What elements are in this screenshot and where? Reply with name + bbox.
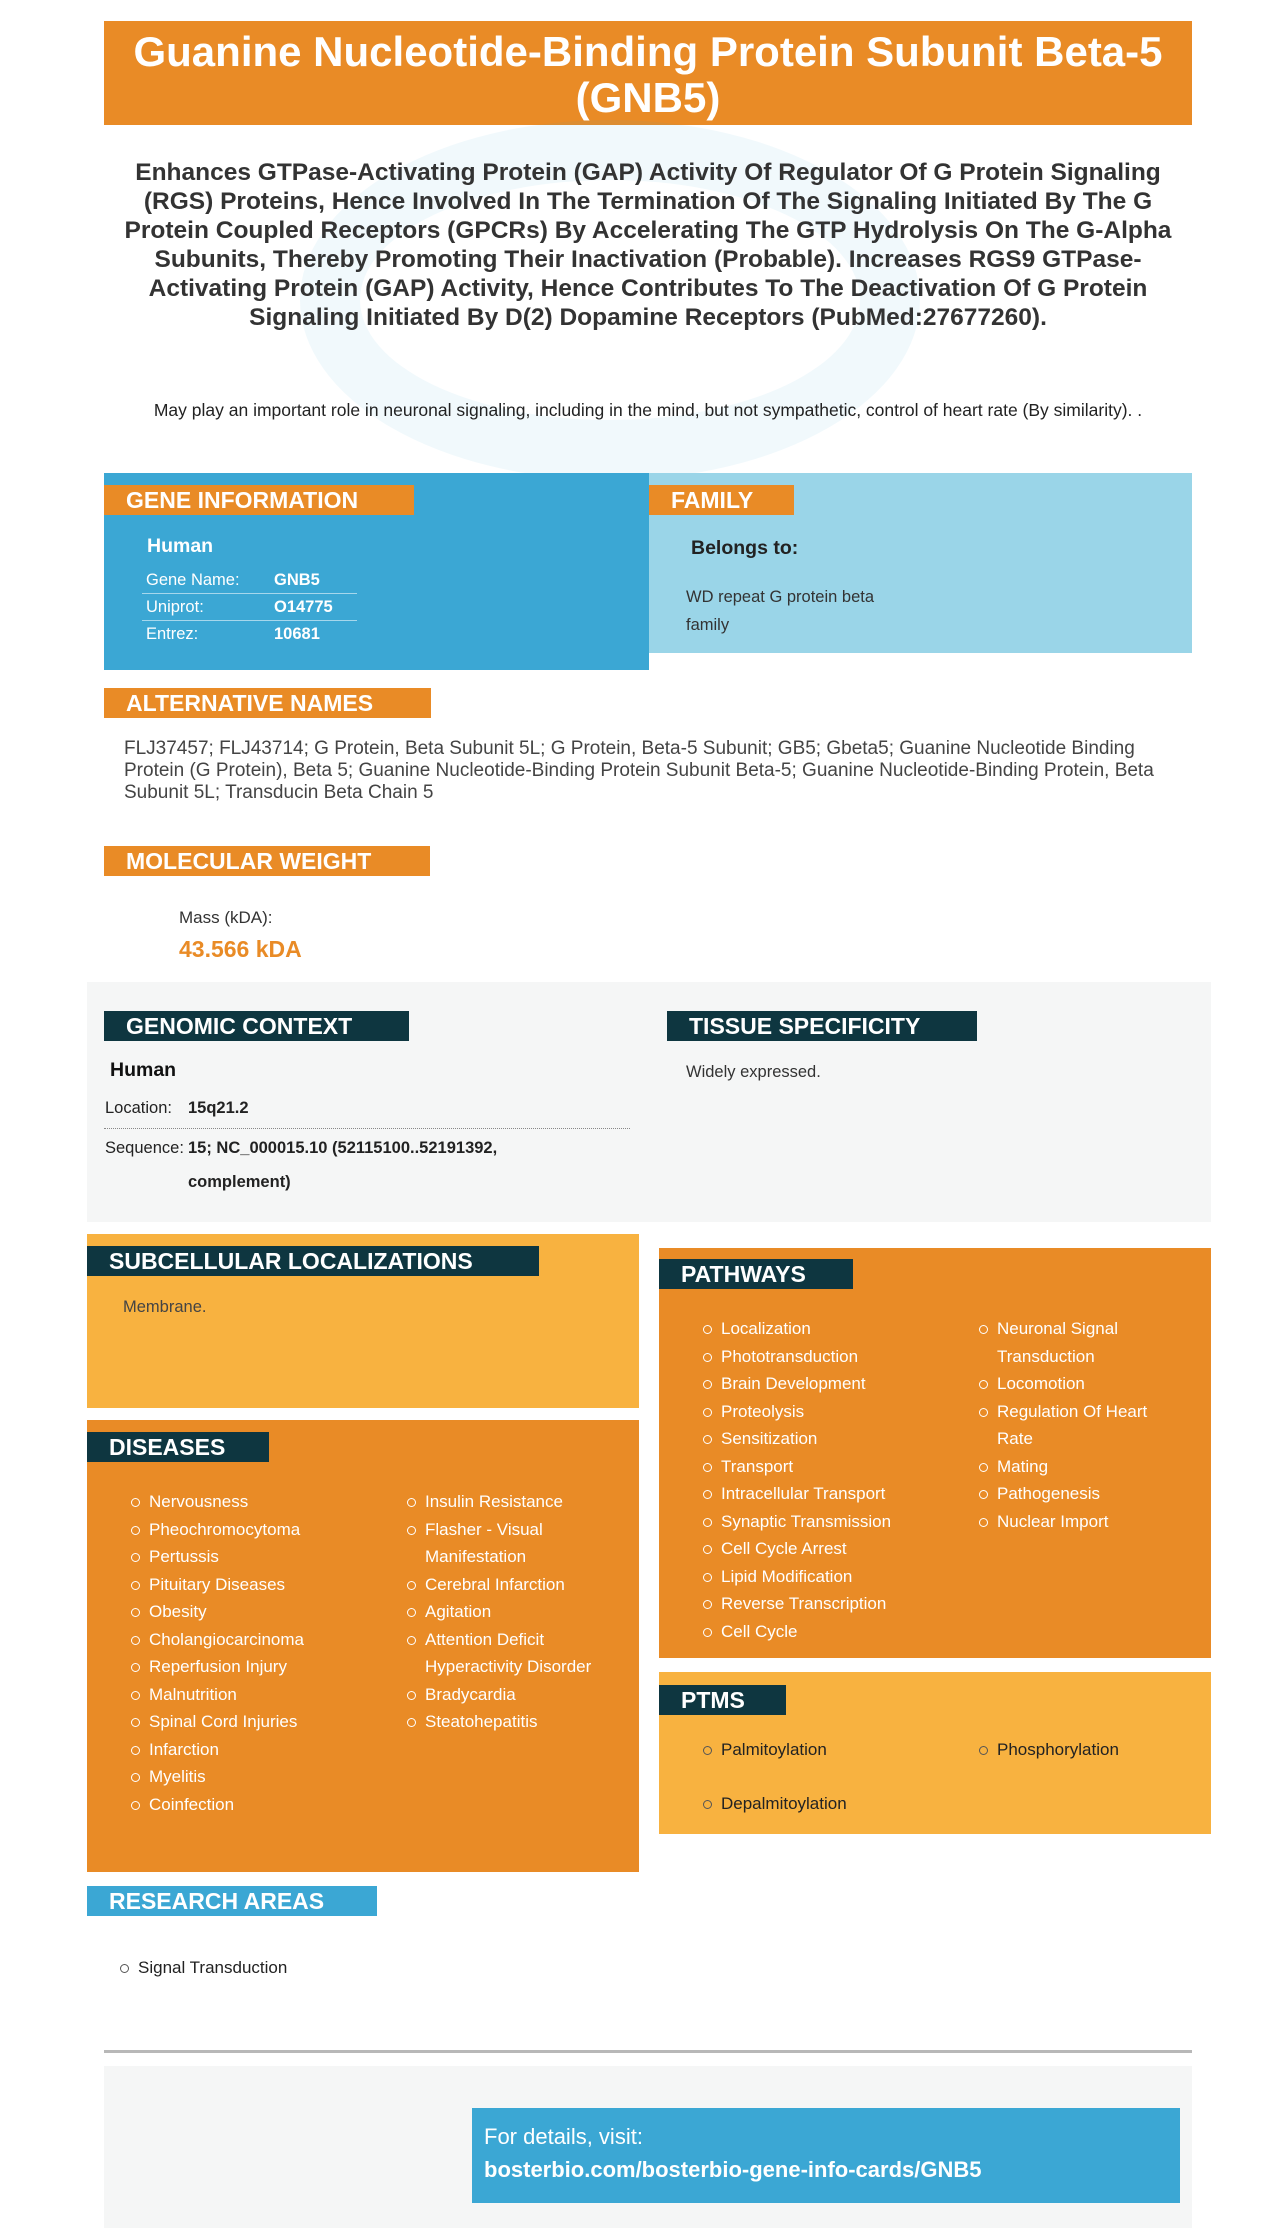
gene-name-row [142,567,357,594]
protein-function-note: May play an important role in neuronal signaling, including in the mind, but not sympathetic, control of heart rate (By similarity). . [153,400,1143,420]
pathway-item: Pathogenesis [977,1480,1177,1508]
disease-item: Pheochromocytoma [129,1516,389,1544]
pathway-item: Regulation Of Heart Rate [977,1398,1177,1453]
disease-item: Obesity [129,1598,389,1626]
tissue-specificity-heading: TISSUE SPECIFICITY [667,1011,977,1041]
sequence-label: Sequence: [105,1139,184,1157]
pathway-item: Sensitization [701,1425,961,1453]
disease-item: Infarction [129,1736,389,1764]
details-url-link[interactable]: bosterbio.com/bosterbio-gene-info-cards/GNB5 [484,2157,982,2182]
uniprot-row [142,594,357,621]
subcellular-localizations-heading: SUBCELLULAR LOCALIZATIONS [87,1246,539,1276]
footer-divider [104,2050,1192,2053]
uniprot-value: O14775 [274,598,333,616]
pathway-item: Locomotion [977,1370,1177,1398]
diseases-heading: DISEASES [87,1432,269,1462]
family-value-line-2: family [686,616,730,634]
pathway-item: Localization [701,1315,961,1343]
diseases-list-column-2 [405,1488,625,1736]
disease-item: Spinal Cord Injuries [129,1708,389,1736]
location-row [104,1097,630,1129]
pathway-item: Cell Cycle [701,1618,961,1646]
alternative-names-heading: ALTERNATIVE NAMES [104,688,431,718]
disease-item: Attention Deficit Hyperactivity Disorder [405,1626,625,1681]
pathway-item: Neuronal Signal Transduction [977,1315,1177,1370]
gene-name-value: GNB5 [274,571,320,589]
pathway-item: Synaptic Transmission [701,1508,961,1536]
gene-name-label: Gene Name: [146,571,240,589]
alternative-names-text: FLJ37457; FLJ43714; G Protein, Beta Subunit 5L; G Protein, Beta-5 Subunit; GB5; Gbeta5; Guanine Nucleotide Binding Protein (G Protein), Beta 5; Guanine Nucleotide-Binding Protein Subunit Beta-5; Guanine Nucleotide-Binding Protein, Beta Subunit 5L; Transducin Beta Chain 5 [124,738,1154,803]
gene-information-panel [104,473,649,670]
subcellular-localizations-panel [87,1234,639,1408]
page-title: Guanine Nucleotide-Binding Protein Subunit Beta-5 (GNB5) [104,21,1192,125]
entrez-value: 10681 [274,625,320,643]
ptms-panel [659,1672,1211,1834]
location-label: Location: [105,1099,172,1117]
disease-item: Pituitary Diseases [129,1571,389,1599]
family-heading: FAMILY [649,485,794,515]
mass-value: 43.566 kDA [179,936,302,962]
disease-item: Myelitis [129,1763,389,1791]
diseases-list-column-1 [129,1488,389,1818]
mass-label: Mass (kDA): [179,908,273,927]
disease-item: Reperfusion Injury [129,1653,389,1681]
sequence-value [188,1131,628,1199]
pathways-heading: PATHWAYS [659,1259,853,1289]
disease-item: Steatohepatitis [405,1708,625,1736]
ptms-heading: PTMS [659,1685,786,1715]
genomic-context-heading: GENOMIC CONTEXT [104,1011,409,1041]
protein-function-summary: Enhances GTPase-Activating Protein (GAP) Activity Of Regulator Of G Protein Signaling (RGS) Proteins, Hence Involved In The Termination Of The Signaling Initiated By The G Protein Coupled Receptors (GPCRs) By Accelerating The GTP Hydrolysis On The G-Alpha Subunits, Thereby Promoting Their Inactivation (Probable). Increases RGS9 GTPase-Activating Protein (GAP) Activity, Hence Contributes To The Deactivation Of G Protein Signaling Initiated By D(2) Dopamine Receptors (PubMed:27677260). [124,159,1172,331]
gene-information-heading: GENE INFORMATION [104,485,414,515]
family-value-line-1: WD repeat G protein beta [686,588,875,606]
disease-item: Bradycardia [405,1681,625,1709]
research-areas-heading: RESEARCH AREAS [87,1886,377,1916]
disease-item: Agitation [405,1598,625,1626]
pathways-list-column-2 [977,1315,1177,1535]
details-link-box[interactable] [472,2108,1180,2203]
ptm-item: Depalmitoylation [701,1790,961,1818]
disease-item: Cerebral Infarction [405,1571,625,1599]
details-label: For details, visit: [484,2124,643,2149]
sequence-value-line-2: complement) [188,1173,291,1191]
disease-item: Coinfection [129,1791,389,1819]
location-value: 15q21.2 [188,1099,249,1117]
disease-item: Insulin Resistance [405,1488,625,1516]
family-belongs-label: Belongs to: [691,537,799,559]
genomic-species: Human [110,1059,177,1081]
pathway-item: Intracellular Transport [701,1480,961,1508]
pathway-item: Reverse Transcription [701,1590,961,1618]
ptm-item: Palmitoylation [701,1736,961,1764]
ptms-list-column-2 [977,1736,1197,1764]
pathway-item: Phototransduction [701,1343,961,1371]
disease-item: Pertussis [129,1543,389,1571]
pathway-item: Transport [701,1453,961,1481]
ptm-item: Phosphorylation [977,1736,1197,1764]
uniprot-label: Uniprot: [146,598,204,616]
entrez-label: Entrez: [146,625,199,643]
disease-item: Flasher - Visual Manifestation [405,1516,625,1571]
pathways-panel [659,1248,1211,1658]
pathway-item: Lipid Modification [701,1563,961,1591]
gene-species: Human [147,535,214,557]
disease-item: Malnutrition [129,1681,389,1709]
ptms-list-column-1 [701,1736,961,1817]
research-area-item: Signal Transduction [118,1954,518,1982]
research-areas-list [118,1954,518,1982]
disease-item: Cholangiocarcinoma [129,1626,389,1654]
tissue-specificity-text: Widely expressed. [686,1063,821,1081]
family-panel [649,473,1192,653]
pathway-item: Nuclear Import [977,1508,1177,1536]
diseases-panel [87,1420,639,1872]
pathway-item: Cell Cycle Arrest [701,1535,961,1563]
pathway-item: Brain Development [701,1370,961,1398]
pathway-item: Mating [977,1453,1177,1481]
disease-item: Nervousness [129,1488,389,1516]
pathways-list-column-1 [701,1315,961,1645]
molecular-weight-heading: MOLECULAR WEIGHT [104,846,430,876]
sequence-value-line-1: 15; NC_000015.10 (52115100..52191392, [188,1139,498,1157]
family-value [686,583,874,639]
pathway-item: Proteolysis [701,1398,961,1426]
entrez-row [142,621,357,648]
subcellular-localizations-text: Membrane. [123,1298,207,1316]
